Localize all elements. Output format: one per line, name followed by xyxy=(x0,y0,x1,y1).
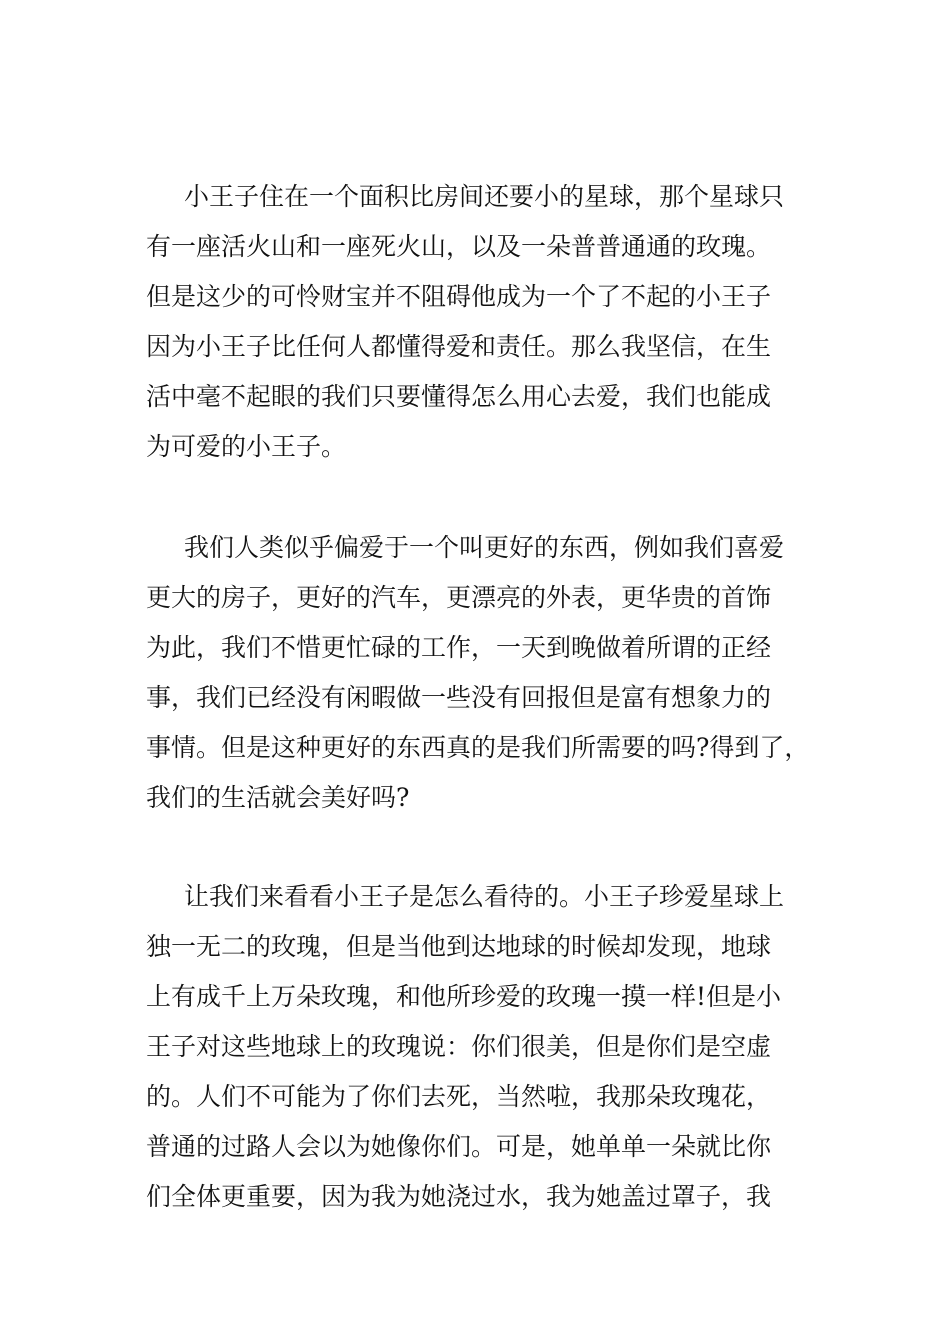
paragraph-line: 们全体更重要，因为我为她浇过水，我为她盖过罩子，我 xyxy=(146,1182,772,1211)
paragraph-line: 小王子住在一个面积比房间还要小的星球，那个星球只 xyxy=(184,182,785,211)
paragraph-line: 王子对这些地球上的玫瑰说：你们很美，但是你们是空虚 xyxy=(146,1032,772,1061)
paragraph-line: 更大的房子，更好的汽车，更漂亮的外表，更华贵的首饰 xyxy=(146,583,772,612)
paragraph-line: 事情。但是这种更好的东西真的是我们所需要的吗?得到了， xyxy=(146,733,810,762)
paragraph-line: 为可爱的小王子。 xyxy=(146,432,347,461)
paragraph-line: 活中毫不起眼的我们只要懂得怎么用心去爱，我们也能成 xyxy=(146,382,772,411)
paragraph-line: 为此，我们不惜更忙碌的工作，一天到晚做着所谓的正经 xyxy=(146,633,772,662)
paragraph-line: 让我们来看看小王子是怎么看待的。小王子珍爱星球上 xyxy=(184,882,785,911)
paragraph-line: 有一座活火山和一座死火山，以及一朵普普通通的玫瑰。 xyxy=(146,232,772,261)
paragraph-line: 事，我们已经没有闲暇做一些没有回报但是富有想象力的 xyxy=(146,683,772,712)
paragraph-line: 的。人们不可能为了你们去死，当然啦，我那朵玫瑰花， xyxy=(146,1082,772,1111)
paragraph-line: 因为小王子比任何人都懂得爱和责任。那么我坚信，在生 xyxy=(146,332,772,361)
paragraph-line: 我们的生活就会美好吗? xyxy=(146,783,410,812)
paragraph-line: 普通的过路人会以为她像你们。可是，她单单一朵就比你 xyxy=(146,1132,772,1161)
paragraph-line: 我们人类似乎偏爱于一个叫更好的东西，例如我们喜爱 xyxy=(184,533,785,562)
paragraph-line: 独一无二的玫瑰，但是当他到达地球的时候却发现，地球 xyxy=(146,932,772,961)
paragraph-line: 上有成千上万朵玫瑰，和他所珍爱的玫瑰一摸一样!但是小 xyxy=(146,982,782,1011)
paragraph-line: 但是这少的可怜财宝并不阻碍他成为一个了不起的小王子 xyxy=(146,282,772,311)
